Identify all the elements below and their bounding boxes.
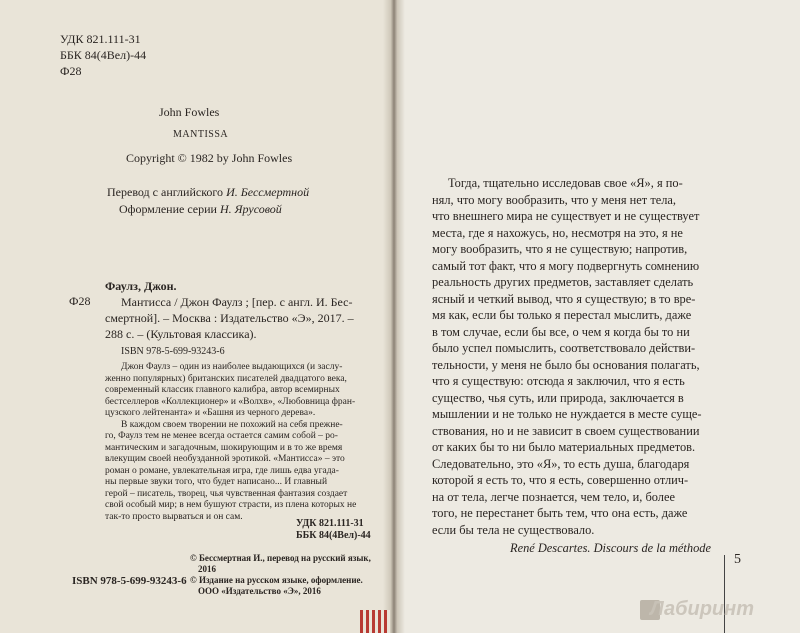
epigraph-line: существо, чья суть, или природа, заключается в	[432, 390, 684, 405]
epigraph-line: от каких бы то ни было материальных предметов.	[432, 440, 696, 454]
book-spine	[383, 0, 405, 633]
epigraph-line: Следовательно, это «Я», то есть душа, благодаря	[432, 456, 690, 471]
epigraph-line: что внешнего мира не существует и не существует	[432, 209, 700, 223]
catalog-line-3: 288 с. – (Культовая классика).	[105, 327, 257, 341]
epigraph-line: в том случае, если бы все, о чем я когда бы то ни	[432, 324, 690, 339]
annotation-line: роман о романе, увлекательная игра, где лишь едва угада-	[105, 465, 339, 476]
epigraph-line: тельности, у меня не было бы основания полагать,	[432, 357, 700, 372]
udk-top: УДК 821.111-31	[60, 32, 141, 46]
bbk-top: ББК 84(4Вел)-44	[60, 48, 147, 62]
isbn-bottom: ISBN 978-5-699-93243-6	[72, 575, 187, 587]
copyright-notice-line: ООО «Издательство «Э», 2016	[198, 586, 321, 596]
translator-name: И. Бессмертной	[226, 185, 310, 199]
epigraph-line: того, не перестанет быть тем, что она есть, даже	[432, 506, 688, 520]
epigraph-line: ствования, но и не зависит в своем существовании	[432, 423, 700, 438]
annotation-line: влекущим своей необузданной эротикой. «Мантисса» – это	[105, 454, 345, 464]
epigraph-line: на от тела, легче познается, чем тело, и, более	[432, 489, 675, 504]
epigraph-line: ясный и четкий вывод, что я существую; в то вре-	[432, 291, 696, 306]
epigraph-line: мышлении и не только не нуждается в месте суще-	[432, 407, 702, 421]
copyright-notice-line: 2016	[198, 564, 216, 574]
annotation-line: мантическим и загадочным, шокирующим и в то же время	[105, 442, 343, 453]
epigraph-line: которой я есть то, что я есть, совершенно отлич-	[432, 473, 689, 487]
watermark: Лабиринт	[650, 598, 755, 620]
epigraph-line: самый тот факт, что я могу подвергнуть сомнению	[432, 258, 700, 273]
designer-name: Н. Ярусовой	[219, 202, 282, 216]
annotation-line: В каждом своем творении не похожий на себя прежне-	[121, 419, 343, 430]
epigraph-line: нял, что могу вообразить, что у меня нет тела,	[432, 192, 677, 207]
page-edge-strip	[360, 610, 390, 633]
epigraph-line: что я существую: отсюда я заключил, что я есть	[432, 374, 685, 388]
epigraph	[432, 176, 732, 536]
translation-prefix: Перевод с английского	[107, 185, 227, 199]
epigraph-line: Тогда, тщательно исследовав свое «Я», я по-	[448, 176, 683, 190]
annotation-line: го, Фаулз тем не менее всегда остается самим собой – ро-	[105, 431, 338, 441]
annotation-line: Джон Фаулз – один из наиболее выдающихся (и заслу-	[121, 362, 343, 372]
translation-line	[107, 185, 309, 200]
annotation-line: женно популярных) британских писателей двадцатого века,	[105, 373, 347, 384]
annotation-line: так-то просто вырваться и он сам.	[105, 511, 243, 522]
epigraph-attribution: René Descartes. Discours de la méthode	[510, 541, 711, 555]
code-top: Ф28	[60, 64, 82, 78]
design-line	[119, 202, 282, 217]
annotation-line: ны первые звуки того, что будет написано... И главный	[105, 477, 328, 487]
title-en: MANTISSA	[173, 129, 229, 140]
catalog-author: Фаулз, Джон.	[105, 279, 177, 293]
epigraph-line: если бы тела не существовало.	[432, 522, 595, 537]
udk-bottom: УДК 821.111-31	[296, 518, 364, 529]
annotation-line: герой – писатель, творец, чья чувственная фантазия создает	[105, 488, 348, 499]
catalog-line-2: смертной]. – Москва : Издательство «Э», 2017. –	[105, 311, 354, 325]
copyright-notice-line: © Издание на русском языке, оформление.	[190, 575, 363, 585]
copyright-line: Copyright © 1982 by John Fowles	[126, 151, 293, 165]
annotation-line: бестселлеров «Коллекционер» и «Волхв», «Любовница фран-	[105, 396, 356, 407]
epigraph-line: места, где я нахожусь, но, несмотря на это, я не	[432, 225, 683, 240]
isbn-short: ISBN 978-5-699-93243-6	[121, 346, 225, 357]
copyright-notices	[190, 553, 371, 597]
epigraph-line: реальность других предметов, заставляет сделать	[432, 275, 694, 289]
bbk-bottom: ББК 84(4Вел)-44	[296, 530, 371, 541]
author-en: John Fowles	[159, 105, 220, 119]
annotation-line: свой особый мир; в нем бушуют страсти, из плена которых не	[105, 500, 357, 510]
epigraph-line: мя как, если бы только я перестал мыслить, даже	[432, 308, 692, 322]
annotation	[105, 362, 375, 532]
catalog-line-1: Мантисса / Джон Фаулз ; [пер. с англ. И. Бес-	[121, 295, 353, 309]
copyright-notice-line: © Бессмертная И., перевод на русский язык,	[190, 553, 371, 563]
annotation-line: цузского лейтенанта» и «Башня из черного дерева».	[105, 408, 316, 418]
design-prefix: Оформление серии	[119, 202, 220, 216]
annotation-line: современный классик главного калибра, автор всемирных	[105, 385, 340, 395]
page-number: 5	[734, 552, 741, 567]
catalog-code: Ф28	[69, 294, 91, 308]
epigraph-line: могу вообразить, что я не существую; напротив,	[432, 242, 688, 256]
epigraph-line: было успел помыслить, соответствовало действи-	[432, 341, 696, 355]
